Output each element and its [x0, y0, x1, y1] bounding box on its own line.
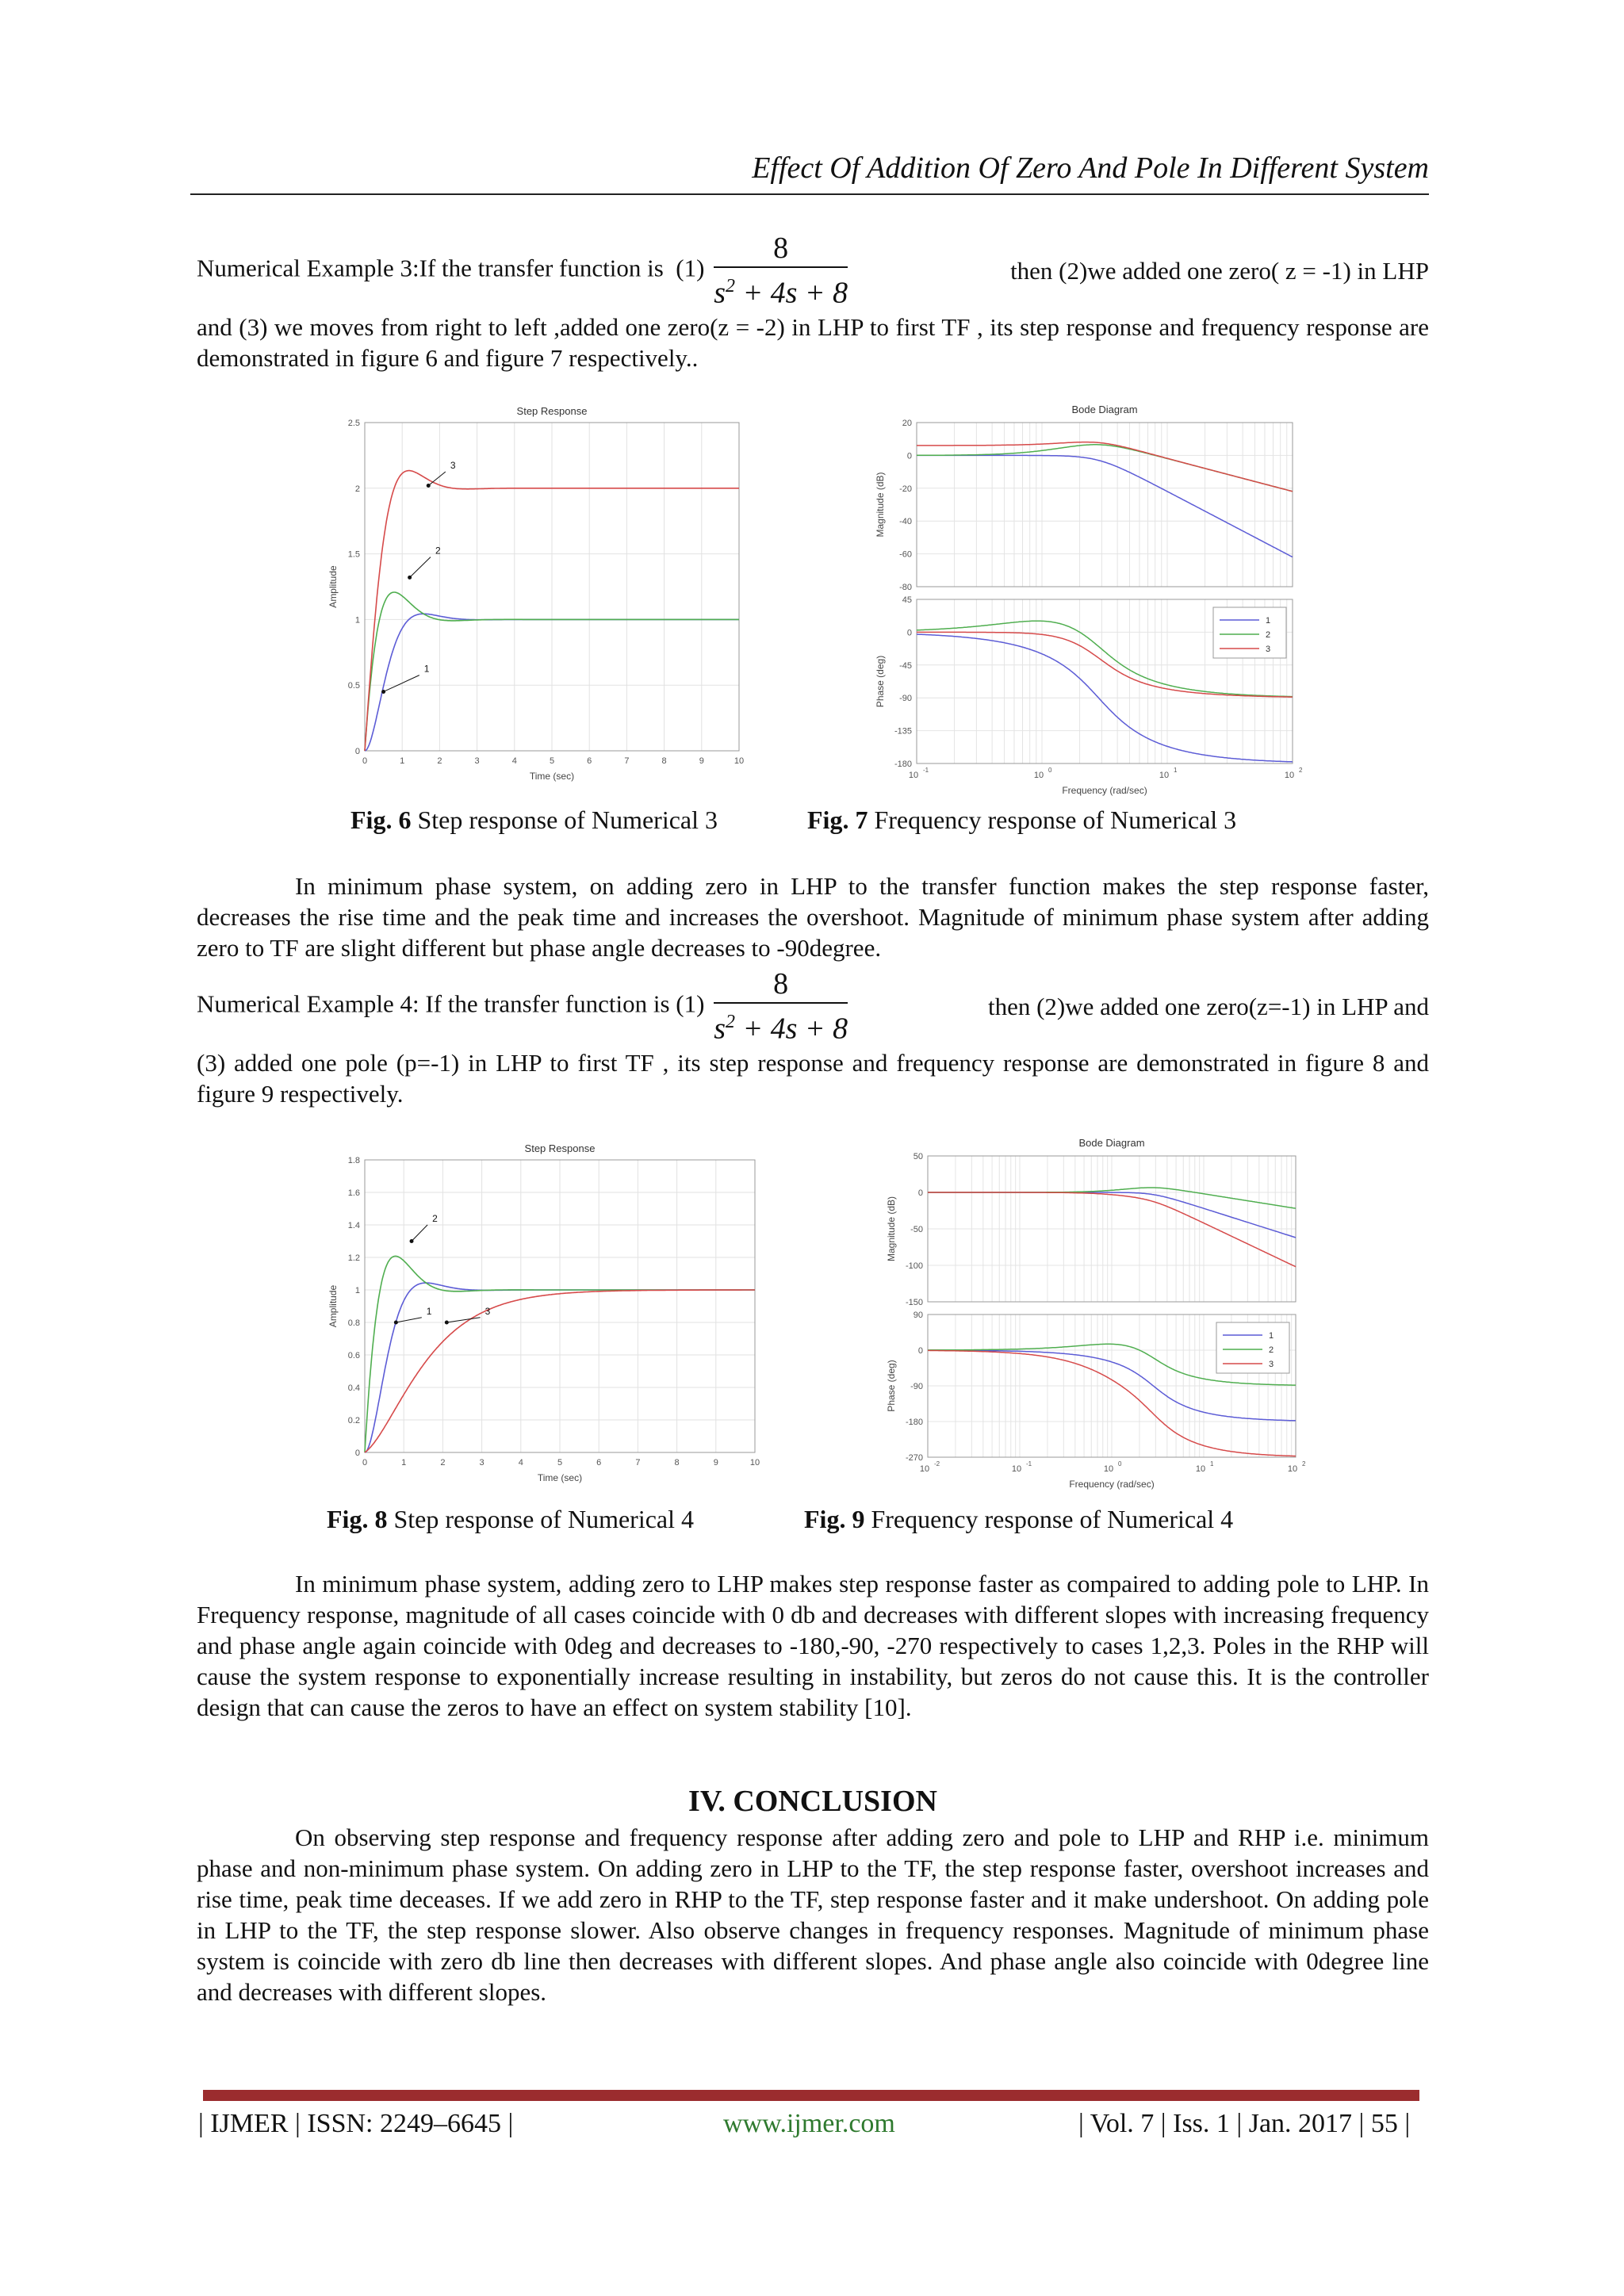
- y-tick-label: 1.5: [347, 549, 360, 560]
- mag-y-tick-label: -150: [905, 1298, 923, 1307]
- x-tick-label: 10: [1033, 771, 1044, 780]
- x-tick-label: 10: [1287, 1464, 1298, 1474]
- y-tick-label: 1.4: [347, 1221, 360, 1230]
- magnitude-series-1: [917, 455, 1293, 557]
- annotation-arrowhead: [445, 1321, 449, 1325]
- fig9-caption: Fig. 9 Frequency response of Numerical 4: [804, 1505, 1234, 1533]
- legend-box: [1216, 1322, 1289, 1373]
- y-tick-label: 0.6: [347, 1351, 360, 1360]
- conclusion-heading: IV. CONCLUSION: [688, 1785, 937, 1818]
- footer-volume: | Vol. 7 | Iss. 1 | Jan. 2017 | 55 |: [1078, 2109, 1411, 2138]
- y-tick-label: 0: [354, 747, 360, 756]
- x-tick-label: 1: [400, 756, 405, 766]
- phase-axis-label: Phase (deg): [875, 655, 886, 708]
- mag-y-tick-label: -20: [899, 484, 912, 494]
- phase-y-tick-label: -90: [899, 694, 912, 704]
- example3-lead: Numerical Example 3:If the transfer function is (1) $\frac{8}{s^2 + 4s + 8}$: [197, 232, 848, 310]
- footer-journal: | IJMER | ISSN: 2249–6645 |: [198, 2109, 514, 2138]
- mag-y-tick-label: 0: [917, 1188, 923, 1198]
- example4-after: then (2)we added one zero(z=-1) in LHP and: [987, 992, 1429, 1020]
- y-tick-label: 1.8: [347, 1156, 360, 1165]
- legend-label: 1: [1266, 616, 1271, 626]
- fig9-bode-chart: [882, 1134, 1310, 1498]
- x-tick-label: 10: [1284, 771, 1295, 780]
- legend-label: 2: [1266, 630, 1271, 640]
- y-tick-label: 0.2: [347, 1416, 360, 1425]
- chart-title: Step Response: [516, 405, 588, 417]
- fig6-caption: Fig. 6 Step response of Numerical 3: [350, 806, 718, 834]
- legend-label: 1: [1269, 1331, 1274, 1341]
- y-tick-label: 1.2: [347, 1253, 360, 1263]
- y-tick-label: 1.6: [347, 1188, 360, 1198]
- annotation-arrow: [446, 1318, 480, 1322]
- phase-y-tick-label: 45: [902, 595, 912, 605]
- annotation-label: 2: [435, 545, 441, 557]
- annotation-arrow: [384, 675, 419, 692]
- example4-paragraph: [197, 966, 1429, 1109]
- x-axis-label: Time (sec): [529, 771, 575, 782]
- mag-y-tick-label: -100: [905, 1261, 923, 1271]
- chart-title: Step Response: [524, 1142, 596, 1154]
- magnitude-series-2: [917, 445, 1293, 492]
- mag-y-tick-label: 0: [906, 451, 912, 461]
- minimum-phase-paragraph-2: In minimum phase system, adding zero to LHP makes step response faster as compaired to adding pole to LHP. In Frequency response, magnitude of all cases coincide with 0 db and decreases with different slopes with increasing frequency and phase angle again coincide with 0deg and decreases to -180,-90, -270 respectively to cases 1,2,3. Poles in the RHP will cause the system response to exponentially increase resulting in instability, but zeros do not cause this. It is the controller design that can cause the zeros to have an effect on system stability [10].: [197, 1570, 1429, 1721]
- phase-y-tick-label: 0: [917, 1346, 923, 1356]
- annotation-label: 1: [423, 663, 430, 675]
- x-tick-label: 10: [1159, 771, 1170, 780]
- example4-lead: Numerical Example 4: If the transfer function is (1) $\frac{8}{s^2 + 4s + 8}$: [197, 967, 848, 1046]
- x-tick-label: 9: [713, 1458, 718, 1468]
- x-tick-label: 7: [624, 756, 630, 766]
- x-tick-label: 1: [401, 1458, 407, 1468]
- annotation-label: 2: [432, 1212, 438, 1224]
- x-tick-label: 3: [479, 1458, 485, 1468]
- mag-y-tick-label: -50: [910, 1225, 923, 1234]
- fig6-step-response-chart: [325, 400, 753, 797]
- mag-y-tick-label: -60: [899, 549, 912, 560]
- mag-y-tick-label: -80: [899, 583, 912, 592]
- header-rule: [190, 193, 1429, 195]
- y-tick-label: 1: [354, 1286, 360, 1295]
- x-tick-label: 10: [733, 756, 745, 766]
- x-tick-label: 8: [674, 1458, 680, 1468]
- x-tick-label: 10: [1195, 1464, 1206, 1474]
- x-tick-label: 4: [518, 1458, 523, 1468]
- x-tick-label: 8: [661, 756, 667, 766]
- mag-axis-label: Magnitude (dB): [886, 1196, 897, 1262]
- phase-y-tick-label: -90: [910, 1382, 923, 1391]
- x-tick-label: 10: [908, 771, 919, 780]
- mag-y-tick-label: 50: [913, 1152, 923, 1161]
- example3-paragraph: [197, 230, 1429, 373]
- x-tick-label: 10: [1011, 1464, 1022, 1474]
- x-axis-label: Frequency (rad/sec): [1062, 785, 1147, 796]
- conclusion-paragraph: On observing step response and frequency response after adding zero and pole to LHP and RHP i.e. minimum phase and non-minimum phase system. On adding zero in LHP to the TF, the step response faster, overshoot increases and rise time, peak time deceases. If we add zero in RHP to the TF, step response faster and it make undershoot. On adding pole in LHP to the TF, the step response slower. Also observe changes in frequency responses. Magnitude of minimum phase system is coincide with zero db line then decreases with different slopes. And phase angle also coincide with 0degree line and decreases with different slopes.: [197, 1823, 1429, 2006]
- example3-transfer-function: $\frac{8}{s^2 + 4s + 8}$: [714, 232, 848, 310]
- example4-transfer-function: $\frac{8}{s^2 + 4s + 8}$: [714, 967, 848, 1046]
- footer-website-link[interactable]: www.ijmer.com: [723, 2109, 895, 2138]
- x-tick-label: 10: [749, 1458, 760, 1468]
- y-axis-label: Amplitude: [327, 565, 339, 608]
- x-tick-label: 10: [919, 1464, 930, 1474]
- x-axis-label: Time (sec): [537, 1472, 583, 1483]
- y-axis-label: Amplitude: [327, 1284, 339, 1328]
- x-tick-label: 3: [474, 756, 480, 766]
- x-tick-exponent: -1: [923, 767, 929, 774]
- y-tick-label: 0.5: [347, 681, 360, 691]
- phase-y-tick-label: -180: [894, 760, 912, 769]
- phase-y-tick-label: -135: [894, 726, 912, 737]
- annotation-arrow: [412, 1225, 427, 1242]
- annotation-arrowhead: [427, 484, 431, 488]
- y-tick-label: 1: [354, 615, 360, 626]
- annotation-label: 3: [485, 1305, 491, 1317]
- x-tick-exponent: 1: [1174, 767, 1178, 774]
- mag-y-tick-label: -40: [899, 517, 912, 527]
- legend-label: 3: [1269, 1360, 1274, 1369]
- annotation-label: 3: [450, 459, 456, 471]
- footer-bar: [203, 2090, 1419, 2101]
- x-tick-label: 2: [437, 756, 442, 766]
- legend-box: [1213, 607, 1286, 658]
- phase-axis-label: Phase (deg): [886, 1360, 897, 1412]
- x-tick-exponent: 0: [1048, 767, 1052, 774]
- annotation-label: 1: [426, 1305, 432, 1317]
- x-tick-label: 2: [440, 1458, 446, 1468]
- x-tick-exponent: 2: [1302, 1460, 1306, 1468]
- mag-y-tick-label: 20: [902, 419, 912, 428]
- x-tick-label: 0: [362, 756, 368, 766]
- phase-y-tick-label: -180: [905, 1418, 923, 1427]
- x-tick-label: 5: [549, 756, 555, 766]
- x-tick-exponent: 1: [1210, 1460, 1214, 1468]
- phase-y-tick-label: -45: [899, 660, 912, 671]
- magnitude-series-3: [917, 442, 1293, 492]
- example3-continuation: and (3) we moves from right to left ,added one zero(z = -2) in LHP to first TF , its step response and frequency response are demonstrated in figure 6 and figure 7 respectively..: [197, 312, 1429, 372]
- y-tick-label: 2: [354, 484, 360, 494]
- fig8-step-response-chart: [325, 1138, 769, 1498]
- x-tick-label: 6: [596, 1458, 602, 1468]
- example3-after: then (2)we added one zero( z = -1) in LHP: [1010, 256, 1429, 285]
- minimum-phase-paragraph-1: In minimum phase system, on adding zero in LHP to the transfer function makes the step response faster, decreases the rise time and the peak time and increases the overshoot. Magnitude of minimum phase system after adding zero to TF are slight different but phase angle decreases to -90degree.: [197, 872, 1429, 962]
- annotation-arrow: [410, 557, 431, 578]
- x-tick-exponent: -1: [1026, 1460, 1032, 1468]
- annotation-arrowhead: [394, 1321, 398, 1325]
- x-tick-label: 0: [362, 1458, 368, 1468]
- phase-y-tick-label: 0: [906, 628, 912, 638]
- legend-label: 2: [1269, 1345, 1274, 1355]
- x-tick-exponent: -2: [934, 1460, 940, 1468]
- x-axis-label: Frequency (rad/sec): [1069, 1479, 1155, 1490]
- x-tick-exponent: 0: [1118, 1460, 1122, 1468]
- y-tick-label: 0.8: [347, 1318, 360, 1328]
- x-tick-label: 9: [699, 756, 704, 766]
- x-tick-exponent: 2: [1299, 767, 1303, 774]
- legend-label: 3: [1266, 645, 1271, 654]
- annotation-arrowhead: [381, 690, 385, 694]
- phase-y-tick-label: -270: [905, 1453, 923, 1463]
- annotation-arrowhead: [410, 1239, 414, 1243]
- x-tick-label: 4: [511, 756, 517, 766]
- x-tick-label: 10: [1103, 1464, 1114, 1474]
- fig8-caption: Fig. 8 Step response of Numerical 4: [327, 1505, 694, 1533]
- y-tick-label: 0: [354, 1448, 360, 1458]
- fig7-bode-chart: [871, 400, 1307, 805]
- mag-axis-label: Magnitude (dB): [875, 472, 886, 538]
- example4-continuation: (3) added one pole (p=-1) in LHP to first TF , its step response and frequency response are demonstrated in figure 8 and figure 9 respectively.: [197, 1048, 1429, 1108]
- y-tick-label: 0.4: [347, 1383, 360, 1393]
- x-tick-label: 5: [557, 1458, 563, 1468]
- chart-title: Bode Diagram: [1071, 404, 1138, 415]
- running-header: Effect Of Addition Of Zero And Pole In Different System: [752, 151, 1429, 185]
- y-tick-label: 2.5: [347, 419, 360, 428]
- mag-plot-frame: [917, 423, 1293, 587]
- annotation-arrowhead: [408, 576, 412, 580]
- x-tick-label: 6: [587, 756, 592, 766]
- x-tick-label: 7: [635, 1458, 641, 1468]
- chart-title: Bode Diagram: [1078, 1137, 1145, 1149]
- fig7-caption: Fig. 7 Frequency response of Numerical 3: [807, 806, 1237, 834]
- annotation-arrow: [396, 1318, 421, 1322]
- phase-y-tick-label: 90: [913, 1311, 923, 1320]
